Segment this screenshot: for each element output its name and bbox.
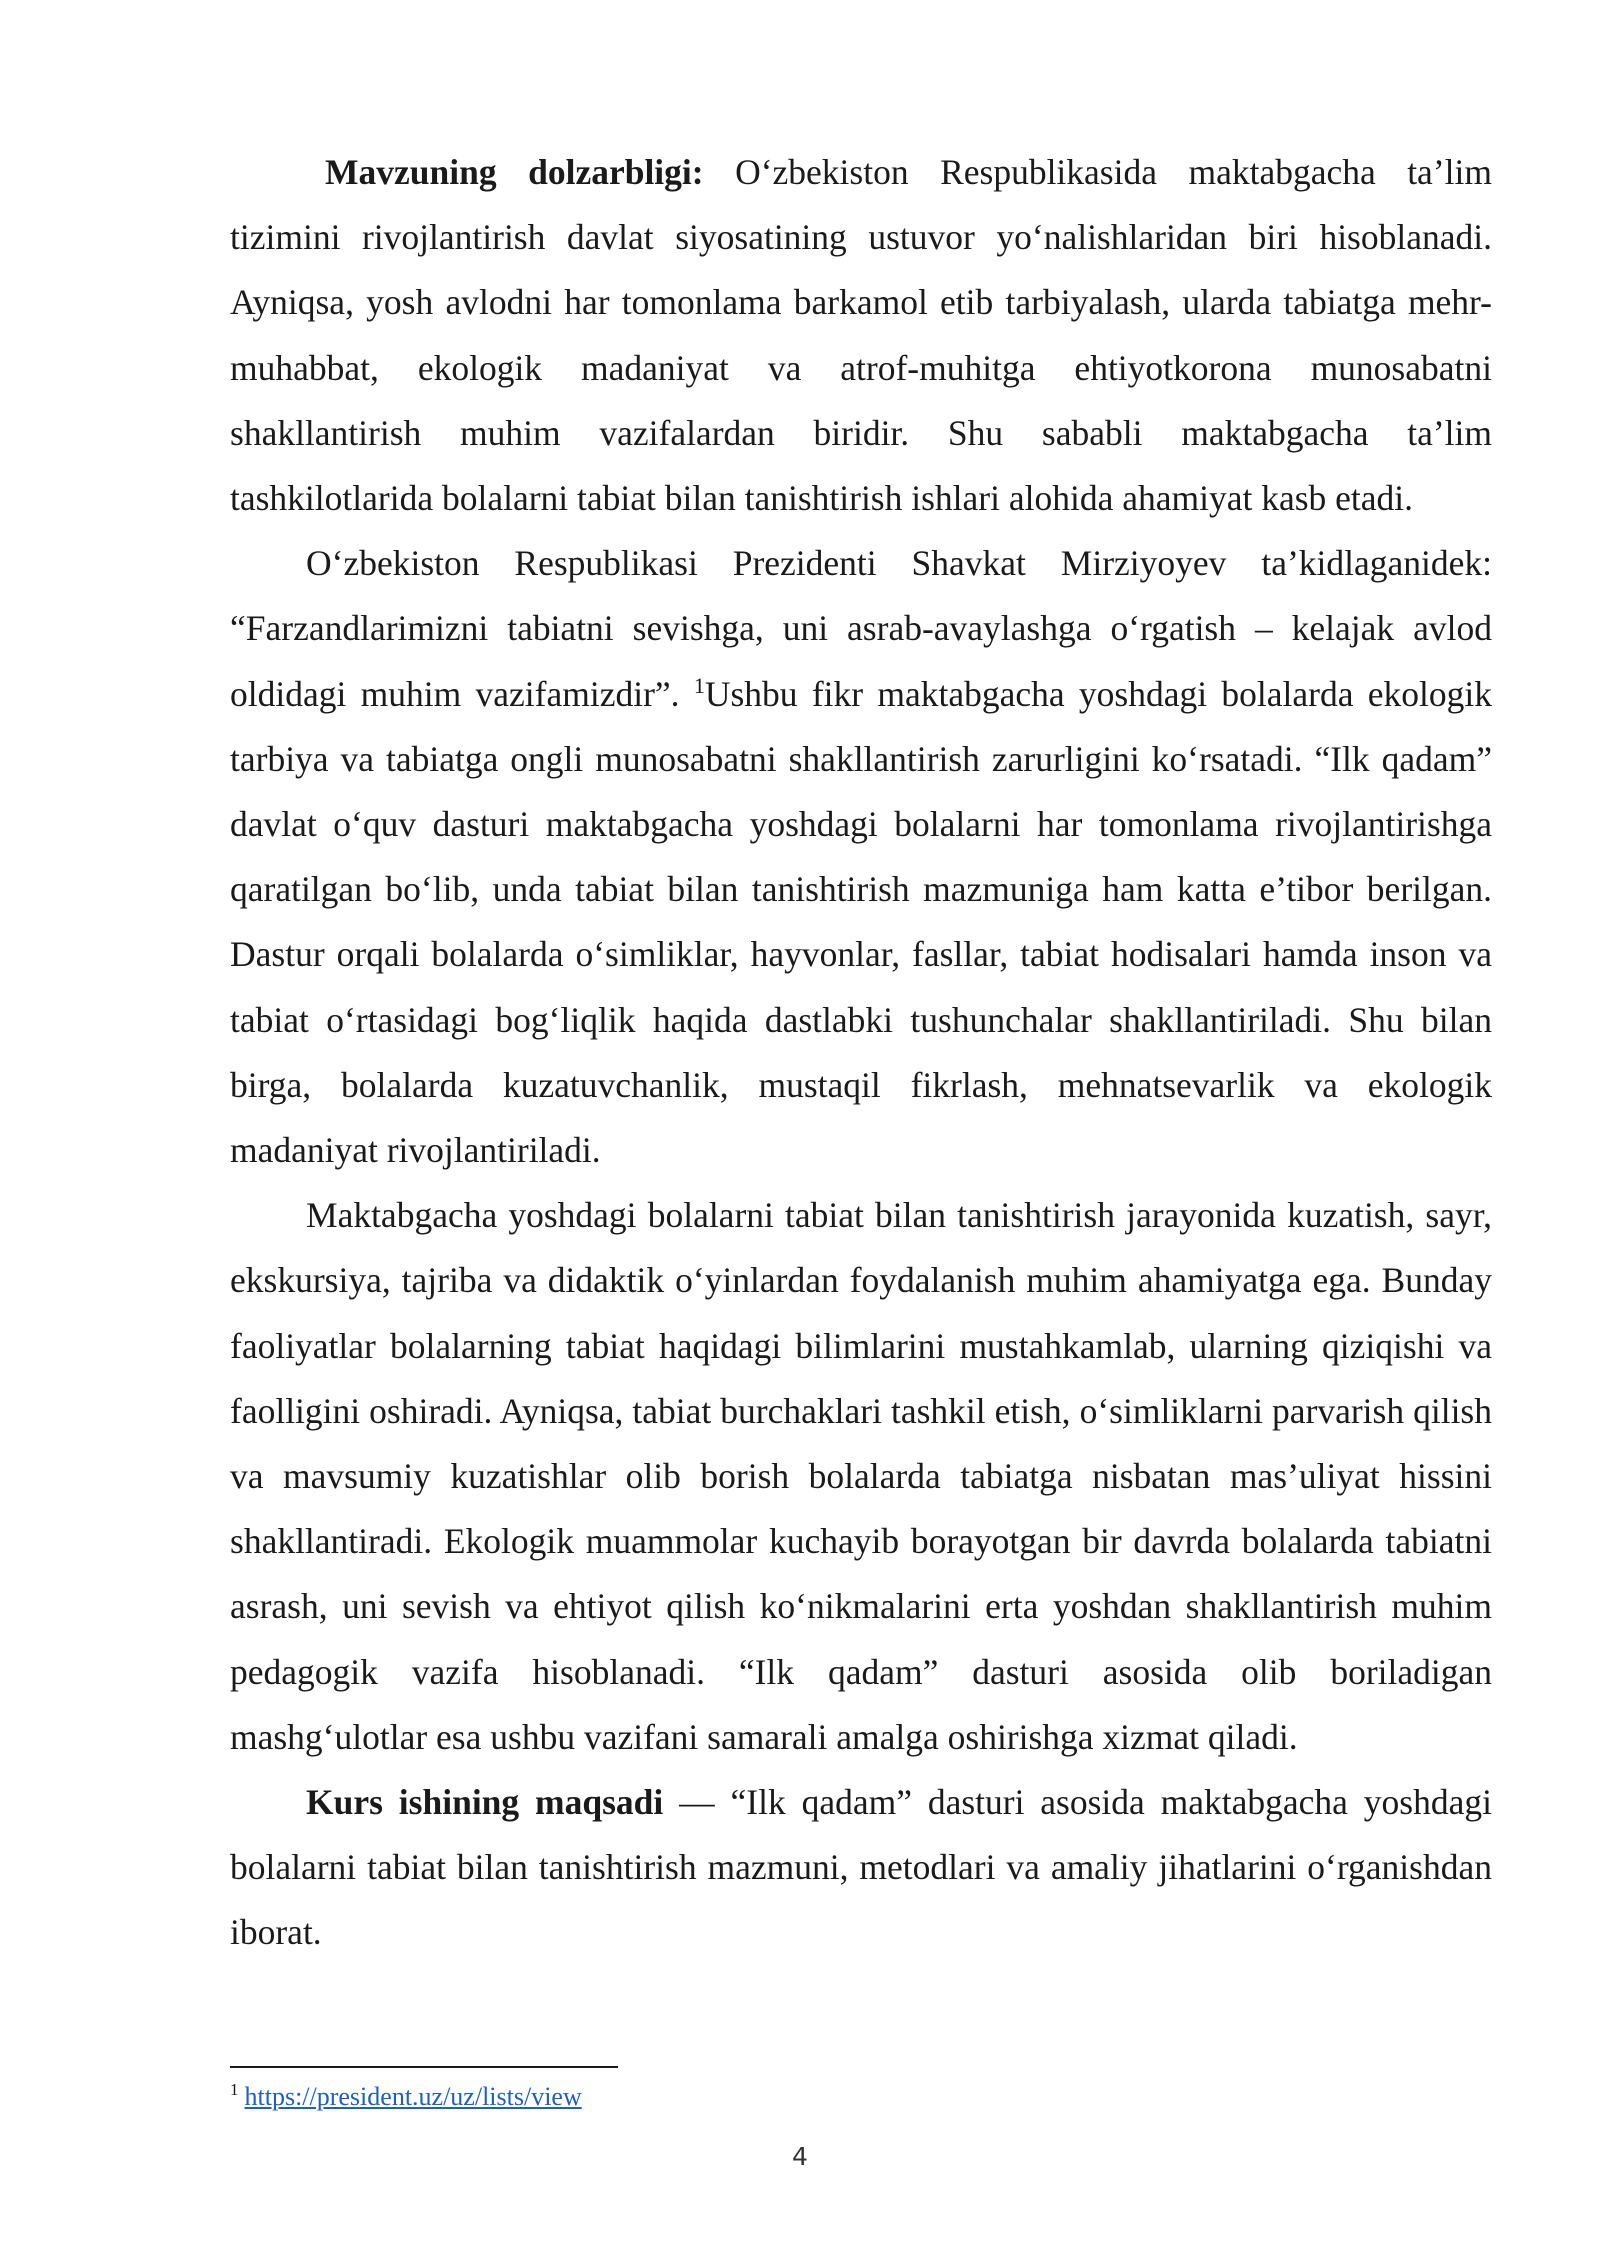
paragraph-quote-continuation: Ushbu fikr maktabgacha yoshdagi bolalarda ekologik tarbiya va tabiatga ongli munosabatni shakllantirish zarurligini ko‘rsatadi. “Ilk qadam” davlat o‘quv dasturi maktabgacha yoshdagi bolalarni har tomonlama rivojlantirishga qaratilgan bo‘lib, unda tabiat bilan tanishtirish mazmuniga ham katta e’tibor berilgan. Dastur orqali bolalarda o‘simliklar, hayvonlar, fasllar, tabiat hodisalari hamda inson va tabiat o‘rtasidagi bog‘liqlik haqida dastlabki tushunchalar shakllantiriladi. Shu bilan birga, bolalarda kuzatuvchanlik, mustaqil fikrlash, mehnatsevarlik va ekologik madaniyat rivojlantiriladi. xyxy=(230,673,1492,1171)
paragraph-relevance-text: O‘zbekiston Respublikasida maktabgacha ta’lim tizimini rivojlantirish davlat siyosatining ustuvor yo‘nalishlaridan biri hisoblanadi. Ayniqsa, yosh avlodni har tomonlama barkamol etib tarbiyalash, ularda tabiatga mehr-muhabbat, ekologik madaniyat va atrof-muhitga ehtiyotkorona munosabatni shakllantirish muhim vazifalardan biridir. Shu sababli maktabgacha ta’lim tashkilotlarida bolalarni tabiat bilan tanishtirish ishlari alohida ahamiyat kasb etadi. xyxy=(230,152,1492,519)
paragraph-quote-text: O‘zbekiston Respublikasi Prezidenti Shavkat Mirziyoyev ta’kidlaganidek: “Farzandlarimizni tabiatni sevishga, uni asrab-avaylashga o‘rgatish – kelajak avlod oldidagi muhim vazifamizdir”. xyxy=(230,543,1492,714)
footnote-reference[interactable]: 1 xyxy=(693,672,705,698)
paragraph-methods xyxy=(230,1183,1492,1770)
footnote-separator xyxy=(230,2066,618,2068)
page-number: 4 xyxy=(792,2142,808,2171)
paragraph-goal xyxy=(230,1770,1492,1966)
heading-relevance: Mavzuning dolzarbligi: xyxy=(325,152,704,192)
body-text xyxy=(230,140,1492,1966)
paragraph-goal-text: — “Ilk qadam” dasturi asosida maktabgacha yoshdagi bolalarni tabiat bilan tanishtirish mazmuni, metodlari va amaliy jihatlarini o‘rganishdan iborat. xyxy=(230,1782,1492,1953)
paragraph-president-quote xyxy=(230,531,1492,1183)
paragraph-relevance xyxy=(230,140,1492,531)
footnote xyxy=(230,2080,582,2114)
footnote-number: 1 xyxy=(230,2080,239,2100)
heading-goal: Kurs ishining maqsadi xyxy=(306,1782,664,1823)
paragraph-methods-text: Maktabgacha yoshdagi bolalarni tabiat bilan tanishtirish jarayonida kuzatish, sayr, ekskursiya, tajriba va didaktik o‘yinlardan foydalanish muhim ahamiyatga ega. Bunday faoliyatlar bolalarning tabiat haqidagi bilimlarini mustahkamlab, ularning qiziqishi va faolligini oshiradi. Ayniqsa, tabiat burchaklari tashkil etish, o‘simliklarni parvarish qilish va mavsumiy kuzatishlar olib borish bolalarda tabiatga nisbatan mas’uliyat hissini shakllantiradi. Ekologik muammolar kuchayib borayotgan bir davrda bolalarda tabiatni asrash, uni sevish va ehtiyot qilish ko‘nikmalarini erta yoshdan shakllantirish muhim pedagogik vazifa hisoblanadi. “Ilk qadam” dasturi asosida olib boriladigan mashg‘ulotlar esa ushbu vazifani samarali amalga oshirishga xizmat qiladi. xyxy=(230,1195,1492,1757)
footnote-link[interactable]: https://president.uz/uz/lists/view xyxy=(244,2082,582,2111)
